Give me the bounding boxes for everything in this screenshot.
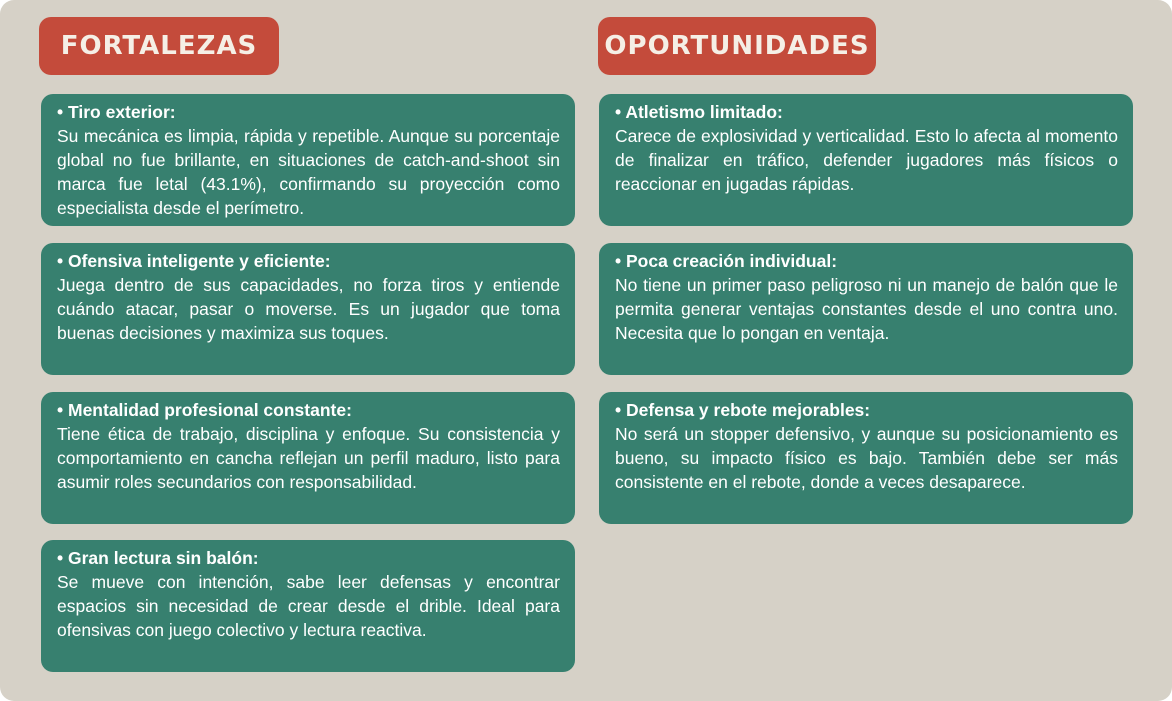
strength-card-title: • Mentalidad profesional constante: (57, 400, 352, 420)
strength-card-body: Se mueve con intención, sabe leer defensas y encontrar espacios sin necesidad de crear desde el drible. Ideal para ofensivas con juego colectivo y lectura reactiva. (57, 572, 560, 640)
opportunity-card-body: Carece de explosividad y verticalidad. Esto lo afecta al momento de finalizar en tráfico, defender jugadores más físicos o reaccionar en jugadas rápidas. (615, 126, 1118, 194)
opportunity-card (599, 94, 1133, 226)
strength-card (41, 392, 575, 524)
strength-card-title: • Gran lectura sin balón: (57, 548, 259, 568)
opportunities-heading: OPORTUNIDADES (598, 17, 876, 75)
strength-card (41, 243, 575, 375)
strength-card (41, 94, 575, 226)
strength-card-title: • Tiro exterior: (57, 102, 176, 122)
opportunity-card-title: • Defensa y rebote mejorables: (615, 400, 871, 420)
strength-card-title: • Ofensiva inteligente y eficiente: (57, 251, 331, 271)
strength-card-body: Tiene ética de trabajo, disciplina y enfoque. Su consistencia y comportamiento en cancha reflejan un perfil maduro, listo para asumir roles secundarios con responsabilidad. (57, 424, 560, 492)
opportunity-card-title: • Poca creación individual: (615, 251, 838, 271)
strength-card-body: Juega dentro de sus capacidades, no forza tiros y entiende cuándo atacar, pasar o moverse. Es un jugador que toma buenas decisiones y maximiza sus toques. (57, 275, 560, 343)
opportunity-card-body: No será un stopper defensivo, y aunque su posicionamiento es bueno, su impacto físico es bajo. También debe ser más consistente en el rebote, donde a veces desaparece. (615, 424, 1118, 492)
opportunity-card-body: No tiene un primer paso peligroso ni un manejo de balón que le permita generar ventajas constantes desde el uno contra uno. Necesita que lo pongan en ventaja. (615, 275, 1118, 343)
opportunity-card-title: • Atletismo limitado: (615, 102, 783, 122)
strength-card-body: Su mecánica es limpia, rápida y repetible. Aunque su porcentaje global no fue brillante, en situaciones de catch-and-shoot sin marca fue letal (43.1%), confirmando su proyección como especialista desde el perímetro. (57, 126, 560, 218)
strength-card (41, 540, 575, 672)
opportunity-card (599, 392, 1133, 524)
strengths-heading: FORTALEZAS (39, 17, 279, 75)
opportunity-card (599, 243, 1133, 375)
